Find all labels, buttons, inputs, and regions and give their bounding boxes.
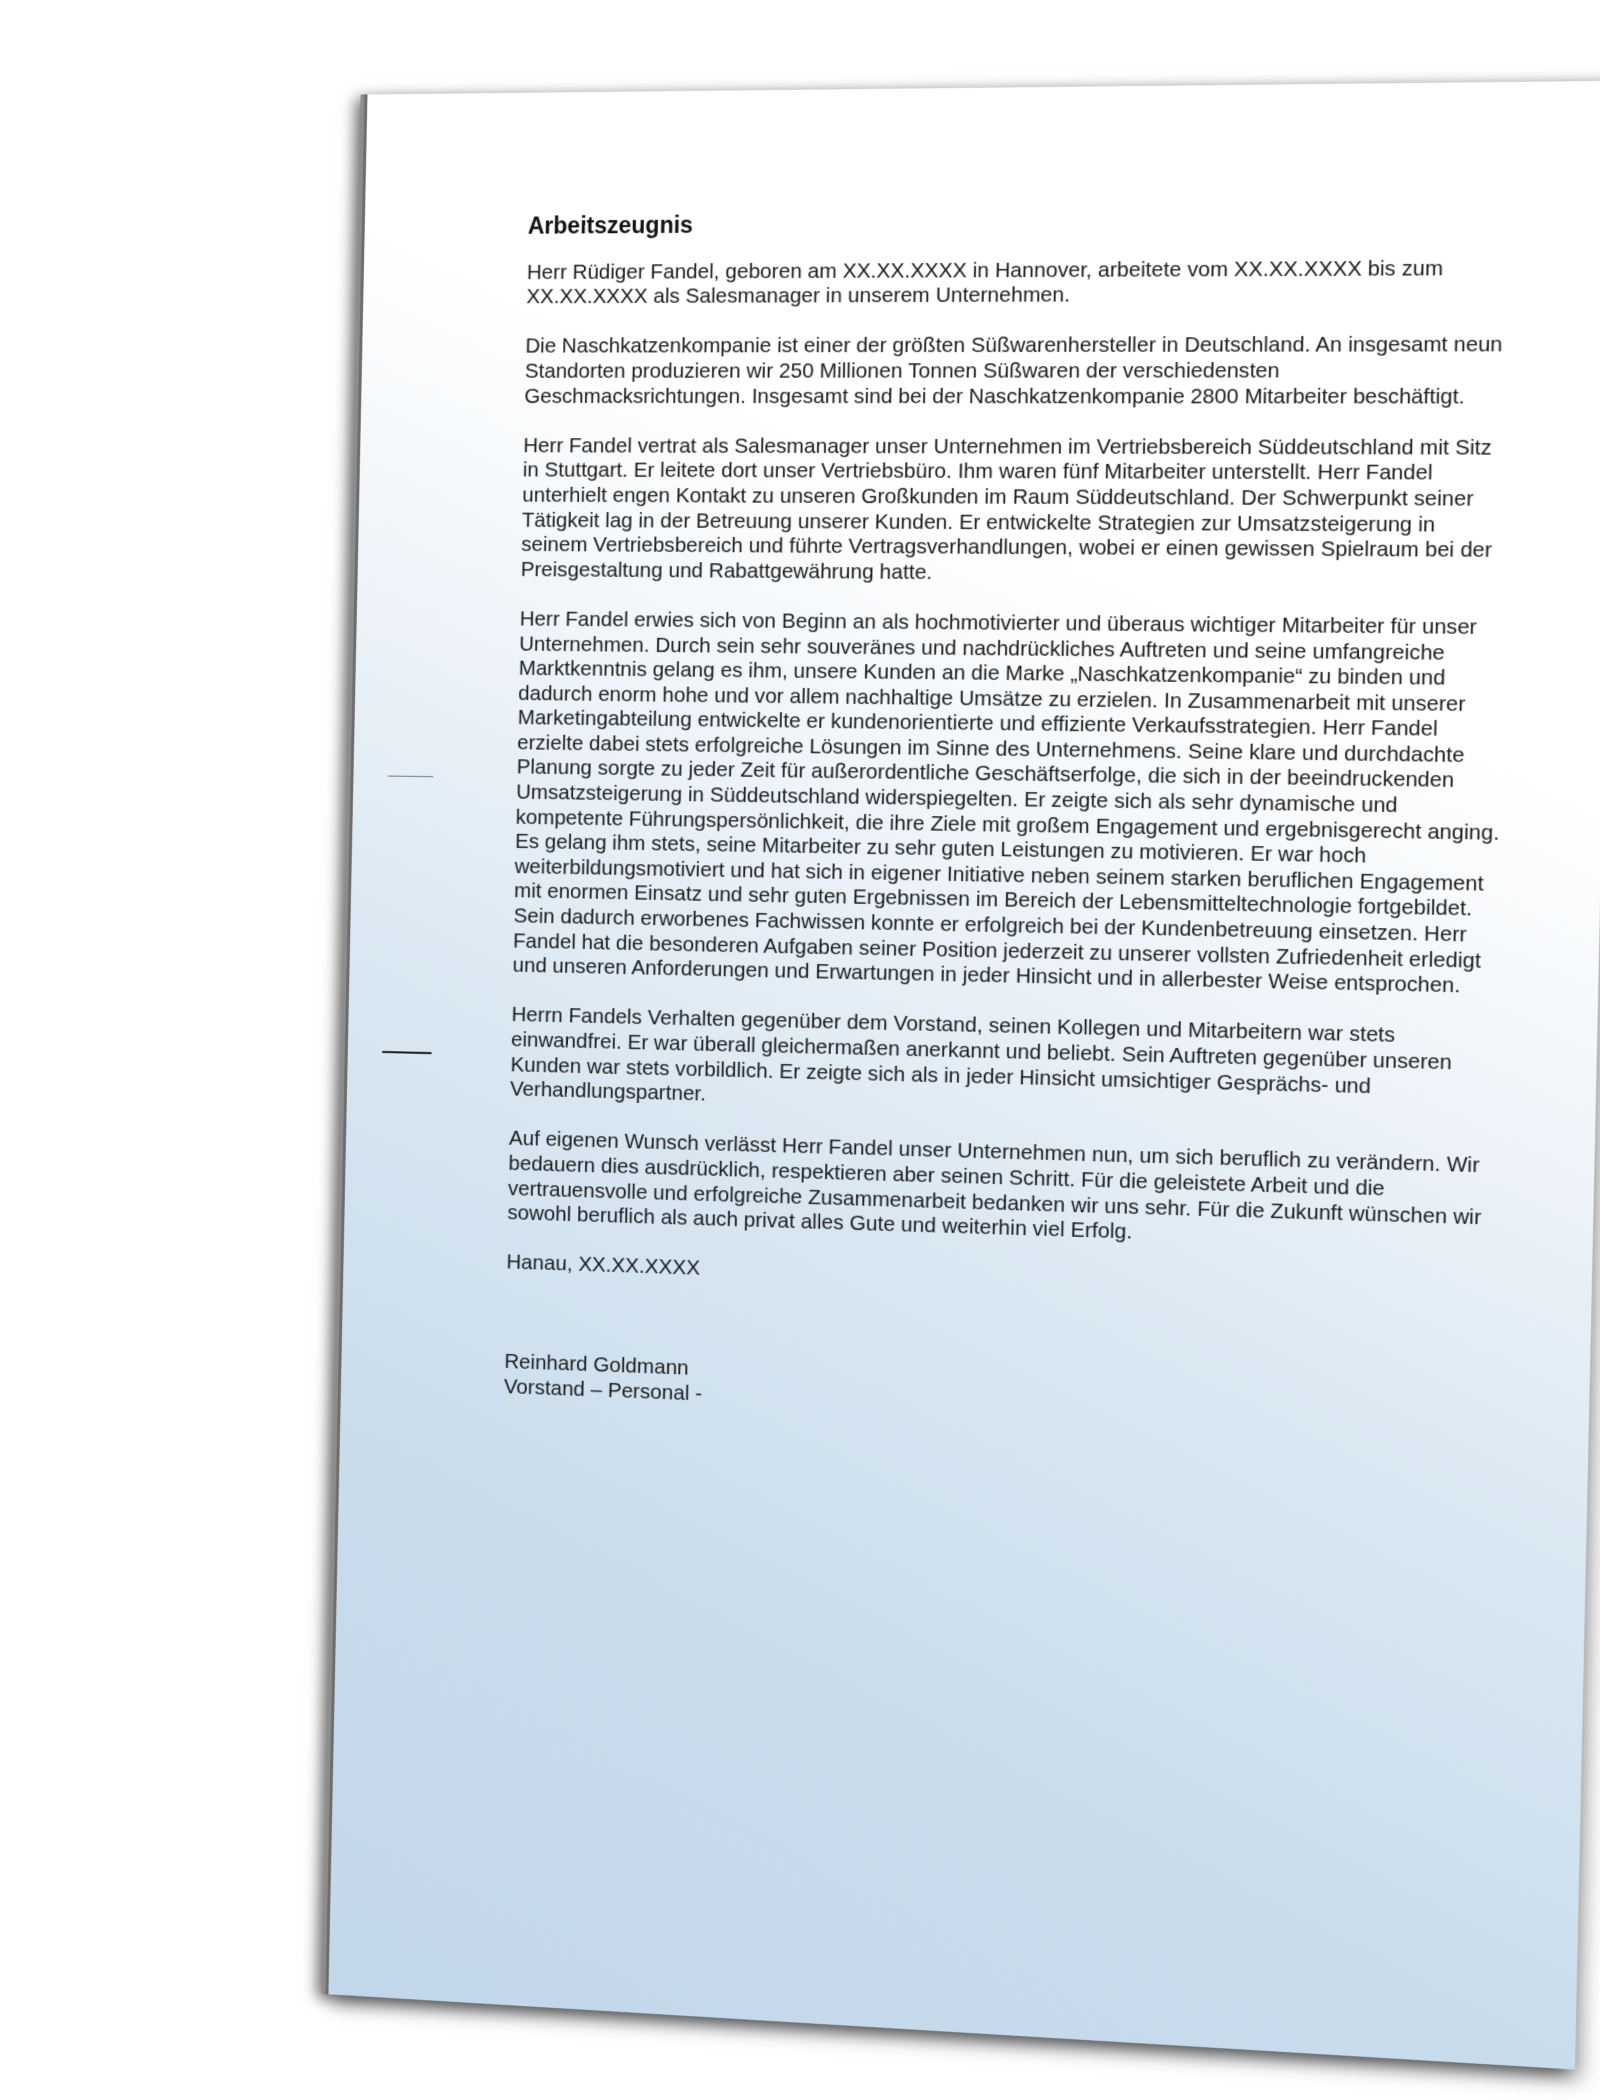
paragraph-performance: Herr Fandel erwies sich von Beginn an als hochmotivierter und überaus wichtiger Mitarbeiter für unser Unternehmen. Durch sein sehr souveränes und nachdrückliches Auftreten und seine umfangreiche Marktkenntnis gelang es ihm, unsere Kunden an die Marke „Naschkatzenkompanie“ zu binden und dadurch enorm hohe und vor allem nachhaltige Umsätze zu erzielen. In Zusammenarbeit mit unserer Marketingabteilung entwickelte er kundenorientierte und effiziente Verkaufsstrategien. Herr Fandel erzielte dabei stets erfolgreiche Lösungen im Sinne des Unternehmens. Seine klare und durchdachte Planung sorgte zu jeder Zeit für außerordentliche Geschäftserfolge, die sich in der beeindruckenden Umsatzsteigerung in Süddeutschland widerspiegelten. Er zeigte sich als sehr dynamische und kompetente Führungspersönlichkeit, die ihre Ziele mit großem Engagement und ergebnisgerecht anging. Es gelang ihm stets, seine Mitarbeiter zu sehr guten Leistungen zu motivieren. Er war hoch weiterbildungsmotiviert und hat sich in eigener Initiative neben seinem starken beruflichen Engagement mit enormen Einsatz und sehr guten Ergebnissen im Bereich der Lebensmitteltechnologie fortgebildet. Sein dadurch erworbenes Fachwissen konnte er erfolgreich bei der Kundenbetreuung einsetzen. Herr Fandel hat die besonderen Aufgaben seiner Position jederzeit zu unserer vollsten Zufriedenheit erledigt und unseren Anforderungen und Erwartungen in jeder Hinsicht und in allerbester Weise entsprochen. bbox=[512, 607, 1500, 998]
paragraph-duties: Herr Fandel vertrat als Salesmanager unser Unternehmen im Vertriebsbereich Süddeutschland mit Sitz in Stuttgart. Er leitete dort unser Vertriebsbüro. Ihm waren fünf Mitarbeiter unterstellt. Herr Fandel unterhielt engen Kontakt zu unseren Großkunden im Raum Süddeutschland. Der Schwerpunkt seiner Tätigkeit lag in der Betreuung unserer Kunden. Er entwickelte Strategien zur Umsatzsteigerung in seinem Vertriebsbereich und führte Vertragsverhandlungen, wobei er einen gewissen Spielraum bei der Preisgestaltung und Rabattgewährung hatte. bbox=[520, 433, 1493, 584]
paragraph-farewell: Auf eigenen Wunsch verlässt Herr Fandel unser Unternehmen nun, um sich beruflich zu verändern. Wir bedauern dies ausdrücklich, respektieren aber seinen Schritt. Für die geleistete Arbeit und die vertrauensvolle und erfolgreiche Zusammenarbeit bedanken wir uns sehr. Für die Zukunft wünschen wir sowohl beruflich als auch privat alles Gute und weiterhin viel Erfolg. bbox=[507, 1126, 1482, 1244]
paragraph-conduct: Herrn Fandels Verhalten gegenüber dem Vorstand, seinen Kollegen und Mitarbeitern war stets einwandfrei. Er war überall gleichermaßen anerkannt und beliebt. Sein Auftreten gegenüber unseren Kunden war stets vorbildlich. Er zeigte sich als in jeder Hinsicht umsichtiger Gesprächs- und Verhandlungspartner. bbox=[509, 1003, 1453, 1106]
signer-role: Vorstand – Personal - bbox=[503, 1374, 703, 1406]
document-body bbox=[504, 207, 1519, 1436]
place-date: Hanau, XX.XX.XXXX bbox=[506, 1250, 701, 1281]
paragraph-intro: Herr Rüdiger Fandel, geboren am XX.XX.XXXX in Hannover, arbeitete vom XX.XX.XXXX bis zum XX.XX.XXXX als Salesmanager in unserem Unternehmen. bbox=[526, 256, 1444, 309]
signature-block bbox=[504, 1350, 1494, 1437]
document-title: Arbeitszeugnis bbox=[527, 211, 694, 239]
document-page bbox=[325, 81, 1600, 2070]
paragraph-company: Die Naschkatzenkompanie ist einer der größten Süßwarenhersteller in Deutschland. An insgesamt neun Standorten produzieren wir 250 Millionen Tonnen Süßwaren der verschiedensten Geschmacksrichtungen. Insgesamt sind bei der Naschkatzenkompanie 2800 Mitarbeiter beschäftigt. bbox=[524, 332, 1503, 409]
signer-name: Reinhard Goldmann bbox=[504, 1349, 689, 1380]
fold-mark bbox=[388, 776, 433, 778]
punch-mark bbox=[382, 1051, 431, 1054]
